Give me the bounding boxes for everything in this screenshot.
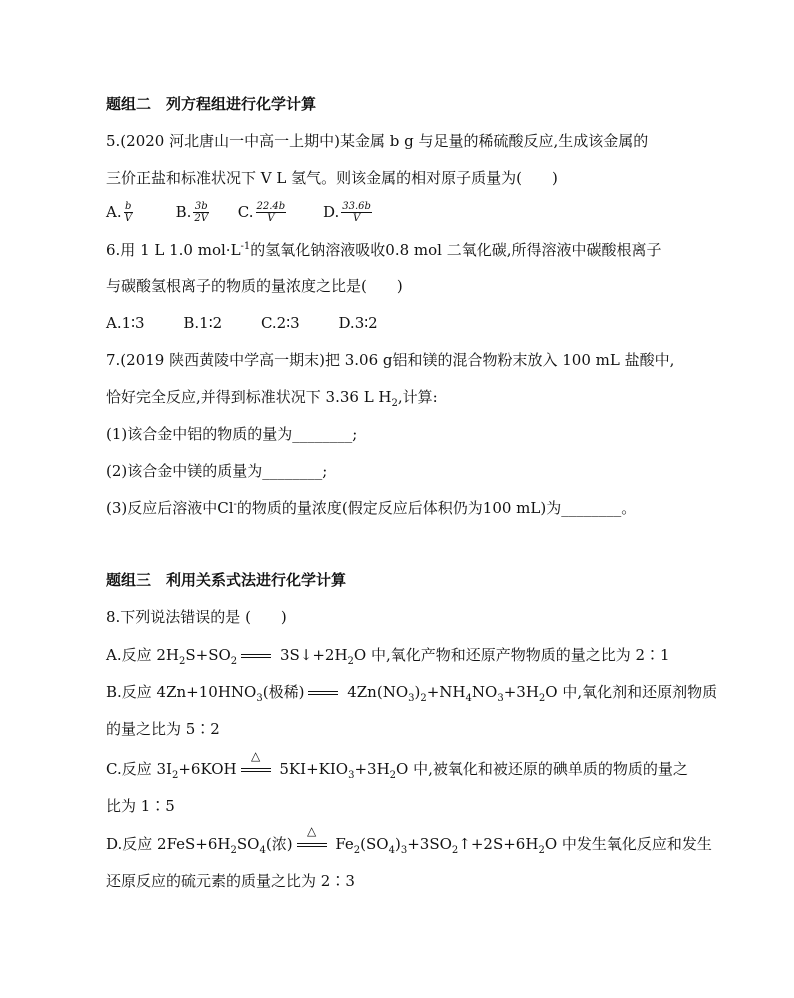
heat-equals-sign-icon	[241, 749, 271, 777]
q5-option-b-label: B.	[175, 202, 192, 221]
q8-d-text-5: (SO	[360, 835, 389, 853]
q8-d-text-6: )	[394, 835, 401, 853]
q8-a-sub-1: 2	[179, 656, 186, 667]
q5-option-b	[176, 201, 211, 224]
q8-c-sub-1: 2	[171, 770, 179, 781]
q8-c-text-5: O 中,被氧化和被还原的碘单质的物质的量之	[396, 760, 688, 778]
q6-line2: 与碳酸氢根离子的物质的量浓度之比是( )	[106, 277, 403, 295]
q7-sub3-part-a: (3)反应后溶液中Cl	[106, 499, 234, 517]
q8-d-sub-5: 4	[388, 845, 395, 856]
q8-a-sub-2: 2	[230, 656, 238, 667]
group2-heading: 题组二 列方程组进行化学计算	[106, 95, 317, 113]
q8-b-text-5: +NH	[426, 683, 466, 701]
q8-c-text-4: +3H	[354, 760, 390, 778]
q5-option-c-label: C.	[237, 202, 254, 221]
q8-b-sub-4: 2	[420, 693, 427, 704]
q5-option-b-denominator: 2V	[194, 213, 209, 224]
q8-d-text-1: D.反应 2FeS+6H	[106, 835, 231, 853]
q8-d-sub-1: 2	[230, 845, 237, 856]
q5-option-c	[238, 201, 288, 224]
q5-option-a-label: A.	[106, 202, 122, 221]
q5-option-a	[106, 201, 135, 224]
q8-option-d-line2: 还原反应的硫元素的质量之比为 2∶3	[106, 872, 355, 890]
q5-option-a-numerator: b	[125, 201, 132, 212]
q8-b-text-8: O 中,氧化剂和还原剂物质	[545, 683, 718, 701]
q8-a-text-2: S+SO	[185, 646, 231, 664]
heat-equals-sign-icon	[297, 824, 327, 852]
q8-b-text-4: )	[414, 683, 421, 701]
q8-d-text-2: SO	[236, 835, 260, 853]
q8-b-sub-5: 4	[465, 693, 472, 704]
q5-option-c-denominator: V	[267, 213, 275, 224]
q7-sub2: (2)该合金中镁的质量为________;	[106, 462, 328, 480]
q8-c-text-2: +6KOH	[178, 760, 237, 778]
q5-line1: 5.(2020 河北唐山一中高一上期中)某金属 b g 与足量的稀硫酸反应,生成该金属的	[106, 132, 649, 150]
q8-c-sub-3: 3	[348, 770, 355, 781]
q7-sub3-superscript: -	[233, 499, 237, 510]
q8-d-sub-2: 4	[259, 845, 266, 856]
q8-a-sub-3: 2	[347, 656, 354, 667]
q8-b-sub-1: 3	[256, 693, 263, 704]
q8-d-sub-8: 2	[538, 845, 545, 856]
q8-d-sub-7: 2	[451, 845, 459, 856]
q8-a-text-1: A.反应 2H	[106, 646, 179, 664]
q5-option-b-numerator: 3b	[194, 201, 208, 212]
q6-option-a: A.1∶3	[106, 314, 145, 332]
q5-option-a-denominator: V	[124, 213, 132, 224]
q8-a-text-3: 3S↓+2H	[275, 646, 348, 664]
q5-option-d-numerator: 33.6b	[342, 201, 371, 212]
q8-option-a	[106, 645, 670, 665]
q8-b-text-3: 4Zn(NO	[342, 683, 409, 701]
q5-option-d-denominator: V	[352, 213, 361, 224]
heat-triangle-icon: △	[306, 824, 317, 838]
q8-b-sub-7: 2	[538, 693, 546, 704]
q8-stem: 8.下列说法错误的是 ( )	[106, 608, 287, 626]
q8-option-b	[106, 682, 717, 702]
q6-line1-superscript: -1	[240, 241, 251, 252]
q5-option-c-numerator: 22.4b	[256, 201, 286, 212]
q6-line1-part-b: 的氢氧化钠溶液吸收0.8 mol 二氧化碳,所得溶液中碳酸根离子	[250, 241, 662, 259]
q6-line1	[106, 240, 662, 260]
q8-a-text-4: O 中,氧化产物和还原产物物质的量之比为 2∶1	[353, 646, 670, 664]
q8-b-sub-6: 3	[497, 693, 504, 704]
q7-line2-subscript: 2	[391, 398, 398, 409]
q5-option-c-fraction	[256, 201, 287, 224]
q5-options	[106, 201, 374, 224]
q8-d-text-7: +3SO	[407, 835, 452, 853]
q6-options	[106, 313, 378, 333]
q8-b-text-1: B.反应 4Zn+10HNO	[106, 683, 257, 701]
q5-option-d-fraction	[341, 201, 372, 224]
q5-line2: 三价正盐和标准状况下 V L 氢气。则该金属的相对原子质量为( )	[106, 169, 558, 187]
q5-option-d	[323, 201, 374, 224]
q7-line2	[106, 387, 438, 407]
q8-d-sub-4: 2	[353, 845, 361, 856]
heat-triangle-icon: △	[251, 749, 261, 763]
q7-line1: 7.(2019 陕西黄陵中学高一期末)把 3.06 g铝和镁的混合物粉末放入 100 mL 盐酸中,	[106, 351, 675, 369]
q8-c-sub-4: 2	[389, 770, 397, 781]
q8-option-d	[106, 824, 712, 856]
q6-line1-part-a: 6.用 1 L 1.0 mol·L	[106, 241, 241, 259]
equals-sign-icon	[241, 649, 271, 663]
q8-option-c-line2: 比为 1∶5	[106, 797, 175, 815]
q6-option-b: B.1∶2	[183, 314, 223, 332]
equals-sign-icon	[308, 686, 338, 700]
q7-line2-part-b: ,计算:	[397, 388, 438, 406]
q8-option-b-line2: 的量之比为 5∶2	[106, 720, 220, 738]
q8-c-text-1: C.反应 3I	[106, 760, 172, 778]
q7-sub1: (1)该合金中铝的物质的量为________;	[106, 425, 358, 443]
q7-sub3	[106, 498, 636, 518]
q6-option-c: C.2∶3	[260, 314, 300, 332]
q7-sub3-part-b: 的物质的量浓度(假定反应后体积仍为100 mL)为________。	[236, 499, 637, 517]
q8-d-sub-6: 3	[400, 845, 408, 856]
q8-b-text-6: NO	[471, 683, 498, 701]
q6-option-d: D.3∶2	[338, 314, 378, 332]
q5-option-a-fraction	[124, 201, 133, 224]
q8-d-text-8: ↑+2S+6H	[458, 835, 539, 853]
q8-d-text-9: O 中发生氧化反应和发生	[544, 835, 712, 853]
q8-option-c	[106, 749, 688, 781]
q8-c-text-3: 5KI+KIO	[274, 760, 349, 778]
q5-option-b-fraction	[193, 201, 209, 224]
q8-d-text-3: (浓)	[265, 835, 293, 853]
q7-line2-part-a: 恰好完全反应,并得到标准状况下 3.36 L H	[106, 388, 392, 406]
q8-b-text-7: +3H	[503, 683, 539, 701]
q8-b-text-2: (极稀)	[262, 683, 305, 701]
q8-b-sub-3: 3	[408, 693, 415, 704]
group3-heading: 题组三 利用关系式法进行化学计算	[106, 571, 347, 589]
q8-d-text-4: Fe	[330, 835, 354, 853]
q5-option-d-label: D.	[322, 202, 340, 221]
